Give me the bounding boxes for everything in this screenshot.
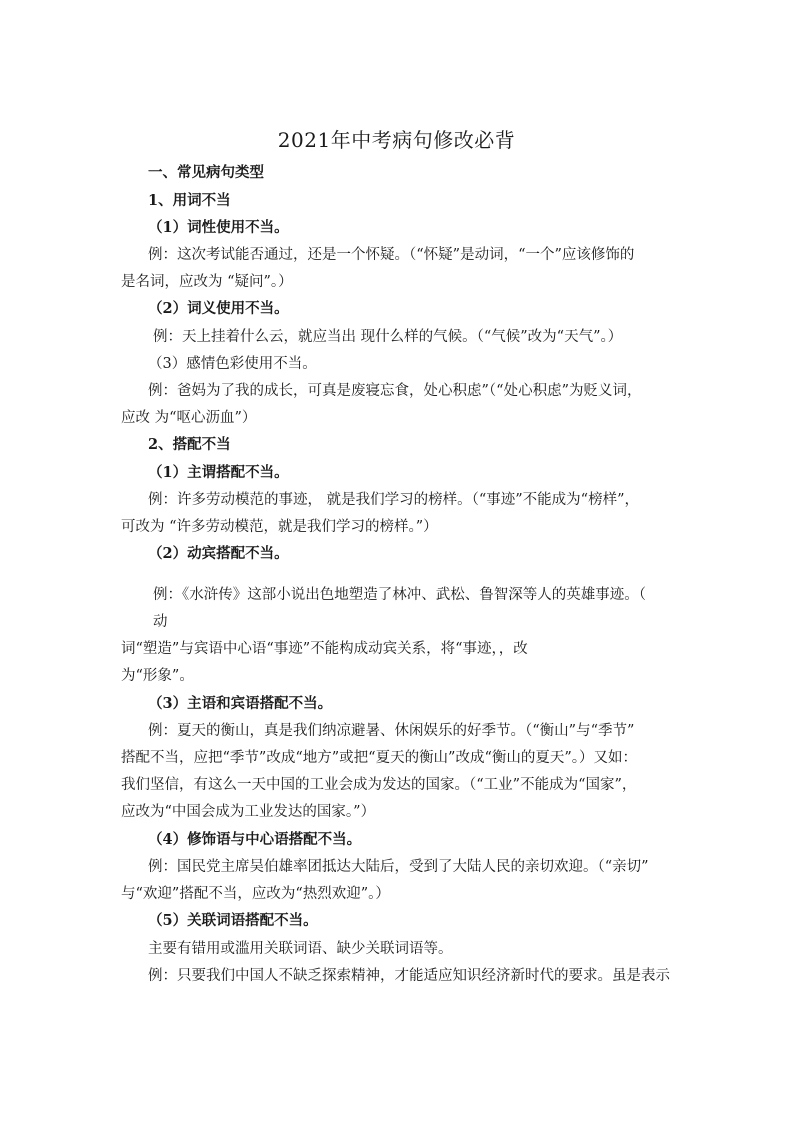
body-line: 词“塑造”与宾语中心语“事迹”不能构成动宾关系，将“事迹，，改 — [121, 641, 528, 657]
document-title: 2021年中考病句修改必背 — [277, 128, 516, 152]
section-heading: 一、常见病句类型 — [148, 164, 264, 181]
item-heading: （1）主谓搭配不当。 — [148, 464, 289, 481]
body-line: 是名词，应改为 “疑问”。） — [121, 274, 293, 290]
body-line: 与“欢迎”搭配不当，应改为“热烈欢迎”。） — [121, 886, 390, 902]
body-line: 例：天上挂着什么云，就应当出 现什么样的气候。（“气候”改为“天气”。） — [153, 329, 623, 345]
body-line: 动 — [153, 614, 168, 630]
body-line: 我们坚信，有这么一天中国的工业会成为发达的国家。（“工业”不能成为“国家”， — [121, 777, 637, 793]
subsection-heading: 1、用词不当 — [148, 192, 231, 209]
item-heading: （2）词义使用不当。 — [148, 300, 289, 317]
body-line: 应改为“中国会成为工业发达的国家。”） — [121, 804, 376, 820]
body-line: 例：许多劳动模范的事迹， 就是我们学习的榜样。（“事迹”不能成为“榜样”， — [148, 492, 640, 508]
item-heading: （1）词性使用不当。 — [148, 219, 289, 236]
item-heading: （3）感情色彩使用不当。 — [148, 356, 317, 372]
body-line: 例：《水浒传》这部小说出色地塑造了林冲、武松、鲁智深等人的英雄事迹。（ — [153, 587, 646, 603]
item-heading: （2）动宾搭配不当。 — [148, 545, 289, 562]
item-heading: （3）主语和宾语搭配不当。 — [148, 695, 333, 712]
body-line: 主要有错用或滥用关联词语、缺少关联词语等。 — [148, 941, 453, 957]
item-heading: （5）关联词语搭配不当。 — [148, 912, 318, 929]
body-line: 可改为 “许多劳动模范，就是我们学习的榜样。”） — [121, 519, 438, 535]
body-line: 为“形象”。 — [121, 668, 194, 684]
body-line: 例：这次考试能否通过，还是一个怀疑。（“怀疑”是动词，“一个”应该修饰的 — [148, 247, 635, 263]
body-line: 例：只要我们中国人不缺乏探索精神，才能适应知识经济新时代的要求。虽是表示 — [148, 968, 670, 984]
body-line: 例：夏天的衡山，真是我们纳凉避暑、休闲娱乐的好季节。（“衡山”与“季节” — [148, 723, 635, 739]
body-line: 例：国民党主席吴伯雄率团抵达大陆后，受到了大陆人民的亲切欢迎。（“亲切” — [148, 859, 649, 875]
body-line: 例：爸妈为了我的成长，可真是废寝忘食，处心积虑”（“处心积虑”为贬义词， — [148, 383, 642, 399]
body-line: 应改 为“呕心沥血”） — [121, 410, 257, 426]
subsection-heading: 2、搭配不当 — [148, 436, 231, 453]
item-heading: （4）修饰语与中心语搭配不当。 — [148, 831, 362, 848]
body-line: 搭配不当，应把“季节”改成“地方”或把“夏天的衡山”改成“衡山的夏天”。）又如： — [121, 750, 638, 766]
